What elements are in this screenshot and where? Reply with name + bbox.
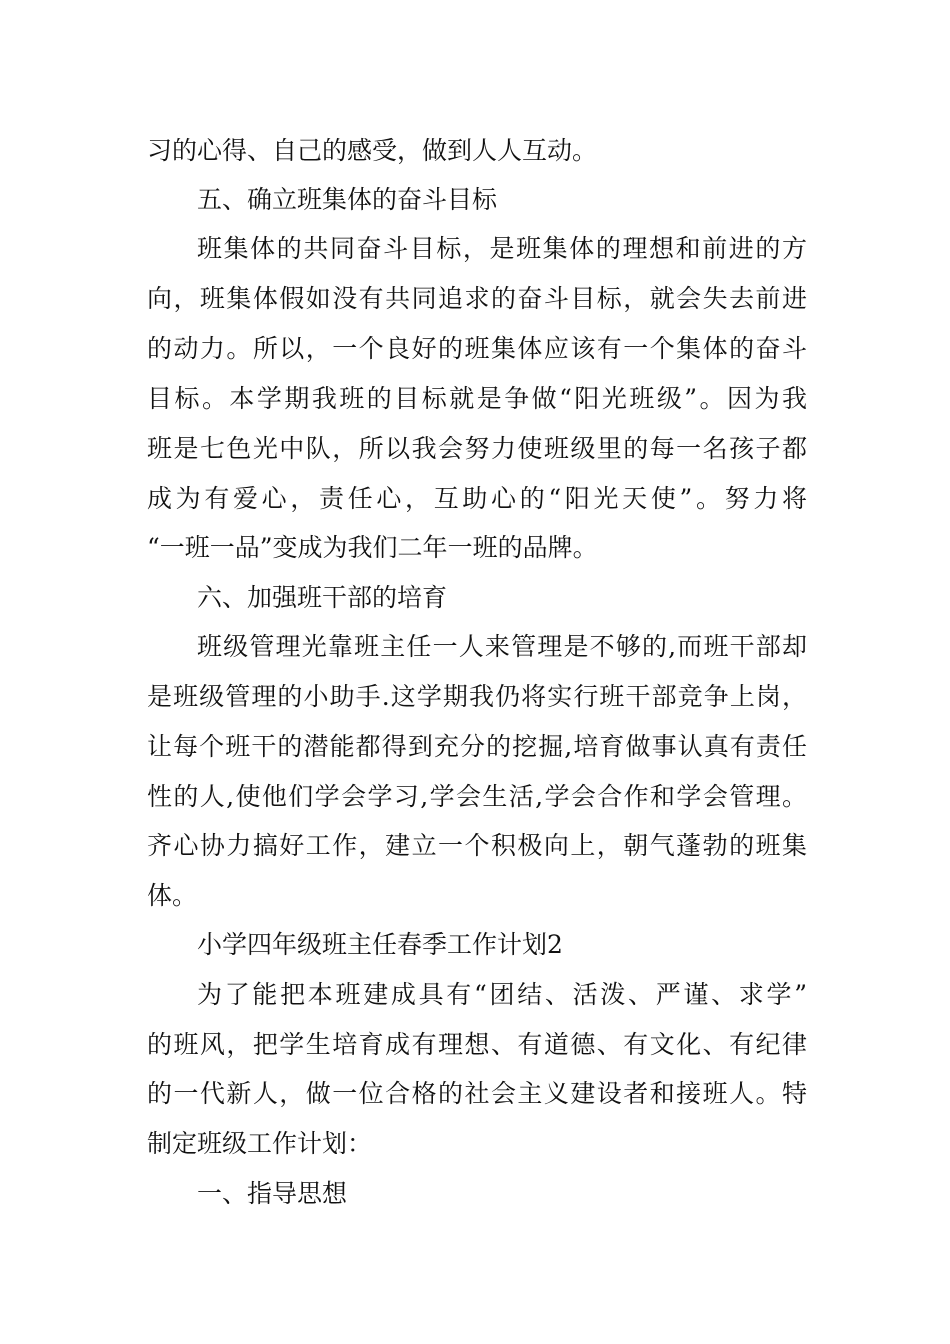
paragraph-line: 让每个班干的潜能都得到充分的挖掘,培育做事认真有责任 <box>147 732 807 761</box>
paragraph-line: 向，班集体假如没有共同追求的奋斗目标，就会失去前进 <box>147 284 807 313</box>
paragraph-line: 的一代新人，做一位合格的社会主义建设者和接班人。特 <box>147 1079 807 1108</box>
paragraph-line: 班是七色光中队，所以我会努力使班级里的每一名孩子都 <box>147 434 807 463</box>
paragraph-line: 制定班级工作计划： <box>147 1129 373 1158</box>
paragraph-line: 是班级管理的小助手.这学期我仍将实行班干部竞争上岗， <box>147 682 807 711</box>
paragraph-line: “一班一品”变成为我们二年一班的品牌。 <box>147 533 598 562</box>
section-heading: 五、确立班集体的奋斗目标 <box>197 185 498 214</box>
paragraph-line: 的动力。所以，一个良好的班集体应该有一个集体的奋斗 <box>147 334 807 363</box>
paragraph-line: 目标。本学期我班的目标就是争做“阳光班级”。因为我 <box>147 384 807 413</box>
document-title: 小学四年级班主任春季工作计划2 <box>197 930 563 959</box>
paragraph-line: 体。 <box>147 881 198 910</box>
paragraph-line: 齐心协力搞好工作，建立一个积极向上，朝气蓬勃的班集 <box>147 831 807 860</box>
paragraph-line: 的班风，把学生培育成有理想、有道德、有文化、有纪律 <box>147 1030 807 1059</box>
section-heading: 一、指导思想 <box>197 1179 348 1208</box>
section-heading: 六、加强班干部的培育 <box>197 583 448 612</box>
paragraph-line: 习的心得、自己的感受，做到人人互动。 <box>147 136 598 165</box>
paragraph-line: 班集体的共同奋斗目标，是班集体的理想和前进的方 <box>197 234 807 263</box>
paragraph-line: 为了能把本班建成具有“团结、活泼、严谨、求学” <box>197 980 807 1009</box>
paragraph-line: 成为有爱心，责任心，互助心的“阳光天使”。努力将 <box>147 484 807 513</box>
paragraph-line: 班级管理光靠班主任一人来管理是不够的,而班干部却 <box>197 632 807 661</box>
paragraph-line: 性的人,使他们学会学习,学会生活,学会合作和学会管理。 <box>147 782 807 811</box>
